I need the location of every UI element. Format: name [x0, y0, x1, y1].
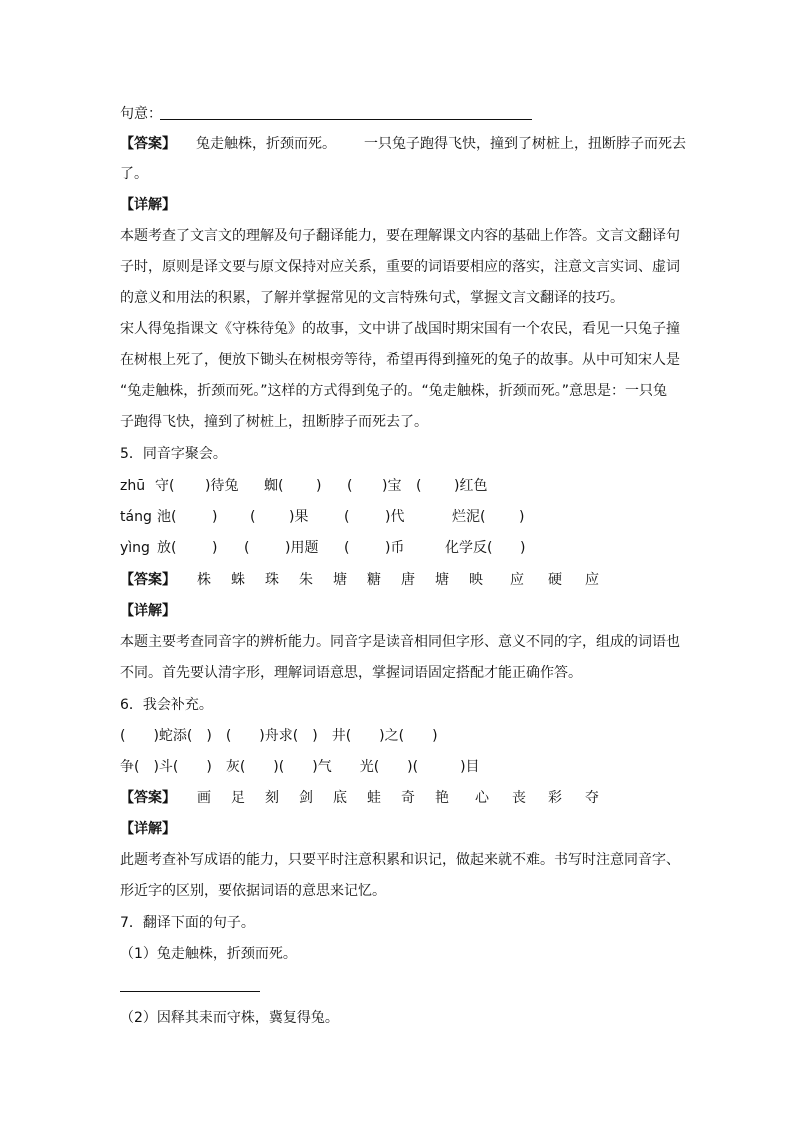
fill-blank-item: (: [347, 478, 353, 494]
answer-char: 底: [333, 790, 347, 806]
answer-line: [120, 134, 686, 154]
detail-line: 此题考查补写成语的能力，只要平时注意积累和识记，做起来就不难。书写时注意同音字、: [120, 852, 680, 868]
fill-blank-item: )币: [385, 540, 405, 556]
answer-char: 珠: [265, 572, 279, 588]
answer-char: 夺: [585, 790, 599, 806]
answer-char: 蛛: [231, 572, 245, 588]
question-6-title: 6．我会补充。: [120, 697, 213, 713]
answer-char: 剑: [299, 790, 313, 806]
answer-label: 【答案】: [120, 572, 176, 588]
pinyin-label: zhū: [120, 478, 146, 494]
fill-blank-item: 蜘(: [264, 478, 284, 494]
fill-blank-item: 守(: [155, 478, 175, 494]
pinyin-label: yìng: [120, 540, 150, 556]
fill-blank-item: )代: [385, 509, 405, 525]
fill-blank-item: )宝: [382, 478, 402, 494]
answer-text-1: 兔走触株，折颈而死。: [196, 136, 336, 152]
question-7-title: 7．翻译下面的句子。: [120, 915, 255, 931]
detail-label: 【详解】: [120, 821, 176, 837]
fill-blank-item: ): [519, 509, 525, 525]
sentence-meaning-line: [120, 104, 162, 124]
answer-label: 【答案】: [120, 790, 176, 806]
answer-char: 塘: [435, 572, 449, 588]
detail-line: 子跑得飞快，撞到了树桩上，扭断脖子而死去了。: [120, 414, 428, 430]
answer-char: 塘: [333, 572, 347, 588]
detail-line: 子时，原则是译文要与原文保持对应关系，重要的词语要相应的落实，注意文言实词、虚词: [120, 259, 680, 275]
answer-char: 朱: [299, 572, 313, 588]
fill-blank-item: (: [250, 509, 256, 525]
sentence-label: 句意：: [120, 106, 162, 122]
answer-label: 【答案】: [120, 136, 176, 152]
detail-line: 在树根上死了，便放下锄头在树根旁等待，希望再得到撞死的兔子的故事。从中可知宋人是: [120, 352, 680, 368]
pinyin-label: táng: [120, 509, 152, 525]
answer-char: 足: [231, 790, 245, 806]
answer-char: 映: [469, 572, 483, 588]
answer-char: 艳: [435, 790, 449, 806]
fill-blank-item: (: [244, 540, 250, 556]
answer-char: 糖: [367, 572, 381, 588]
fill-blank-item: (: [344, 540, 350, 556]
question-5-title: 5．同音字聚会。: [120, 446, 227, 462]
answer-char: 应: [510, 572, 524, 588]
translate-item-2: （2）因释其耒而守株，冀复得兔。: [120, 1010, 339, 1026]
answer-blank-line: [160, 119, 532, 120]
fill-blank-item: 放(: [157, 540, 177, 556]
detail-line: 的意义和用法的积累，了解并掌握常见的文言特殊句式，掌握文言文翻译的技巧。: [120, 290, 624, 306]
fill-blank-item: )果: [289, 509, 309, 525]
answer-char: 株: [197, 572, 211, 588]
detail-line: 形近字的区别，要依据词语的意思来记忆。: [120, 883, 386, 899]
answer-char: 画: [197, 790, 211, 806]
fill-blank-item: (: [416, 478, 422, 494]
detail-label: 【详解】: [120, 197, 176, 213]
detail-line: “兔走触株，折颈而死。”这样的方式得到兔子的。“兔走触株，折颈而死。”意思是：一只兔: [120, 383, 668, 399]
detail-line: 不同。首先要认清字形，理解词语意思，掌握词语固定搭配才能正确作答。: [120, 665, 582, 681]
detail-line: 本题考查了文言文的理解及句子翻译能力，要在理解课文内容的基础上作答。文言文翻译句: [120, 228, 680, 244]
translate-item-1: （1）兔走触株，折颈而死。: [120, 946, 297, 962]
fill-blank-item: (: [344, 509, 350, 525]
answer-text-2: 一只兔子跑得飞快，撞到了树桩上，扭断脖子而死去: [364, 136, 686, 152]
fill-blank-item: )红色: [454, 478, 488, 494]
answer-char: 彩: [548, 790, 562, 806]
detail-line: 宋人得兔指课文《守株待兔》的故事，文中讲了战国时期宋国有一个农民，看见一只兔子撞: [120, 321, 680, 337]
idiom-fill-row: ( )蛇添( ) ( )舟求( ) 井( )之( ): [120, 728, 438, 744]
fill-blank-item: 烂泥(: [452, 509, 486, 525]
detail-line: 本题主要考查同音字的辨析能力。同音字是读音相同但字形、意义不同的字，组成的词语也: [120, 634, 680, 650]
answer-line-cont: 了。: [120, 166, 148, 182]
detail-label: 【详解】: [120, 603, 176, 619]
fill-blank-item: 化学反(: [445, 540, 493, 556]
answer-blank-line: [120, 991, 260, 992]
answer-char: 心: [475, 790, 489, 806]
answer-char: 蛙: [367, 790, 381, 806]
answer-char: 丧: [512, 790, 526, 806]
idiom-fill-row: 争( )斗( ) 灰( )( )气 光( )( )目: [120, 759, 480, 775]
answer-char: 奇: [401, 790, 415, 806]
fill-blank-item: ): [316, 478, 322, 494]
answer-char: 唐: [401, 572, 415, 588]
fill-blank-item: ): [520, 540, 526, 556]
fill-blank-item: ): [212, 509, 218, 525]
fill-blank-item: 池(: [157, 509, 177, 525]
fill-blank-item: ): [212, 540, 218, 556]
fill-blank-item: )用题: [285, 540, 319, 556]
answer-char: 应: [585, 572, 599, 588]
answer-char: 硬: [548, 572, 562, 588]
fill-blank-item: )待兔: [205, 478, 239, 494]
answer-char: 刻: [265, 790, 279, 806]
